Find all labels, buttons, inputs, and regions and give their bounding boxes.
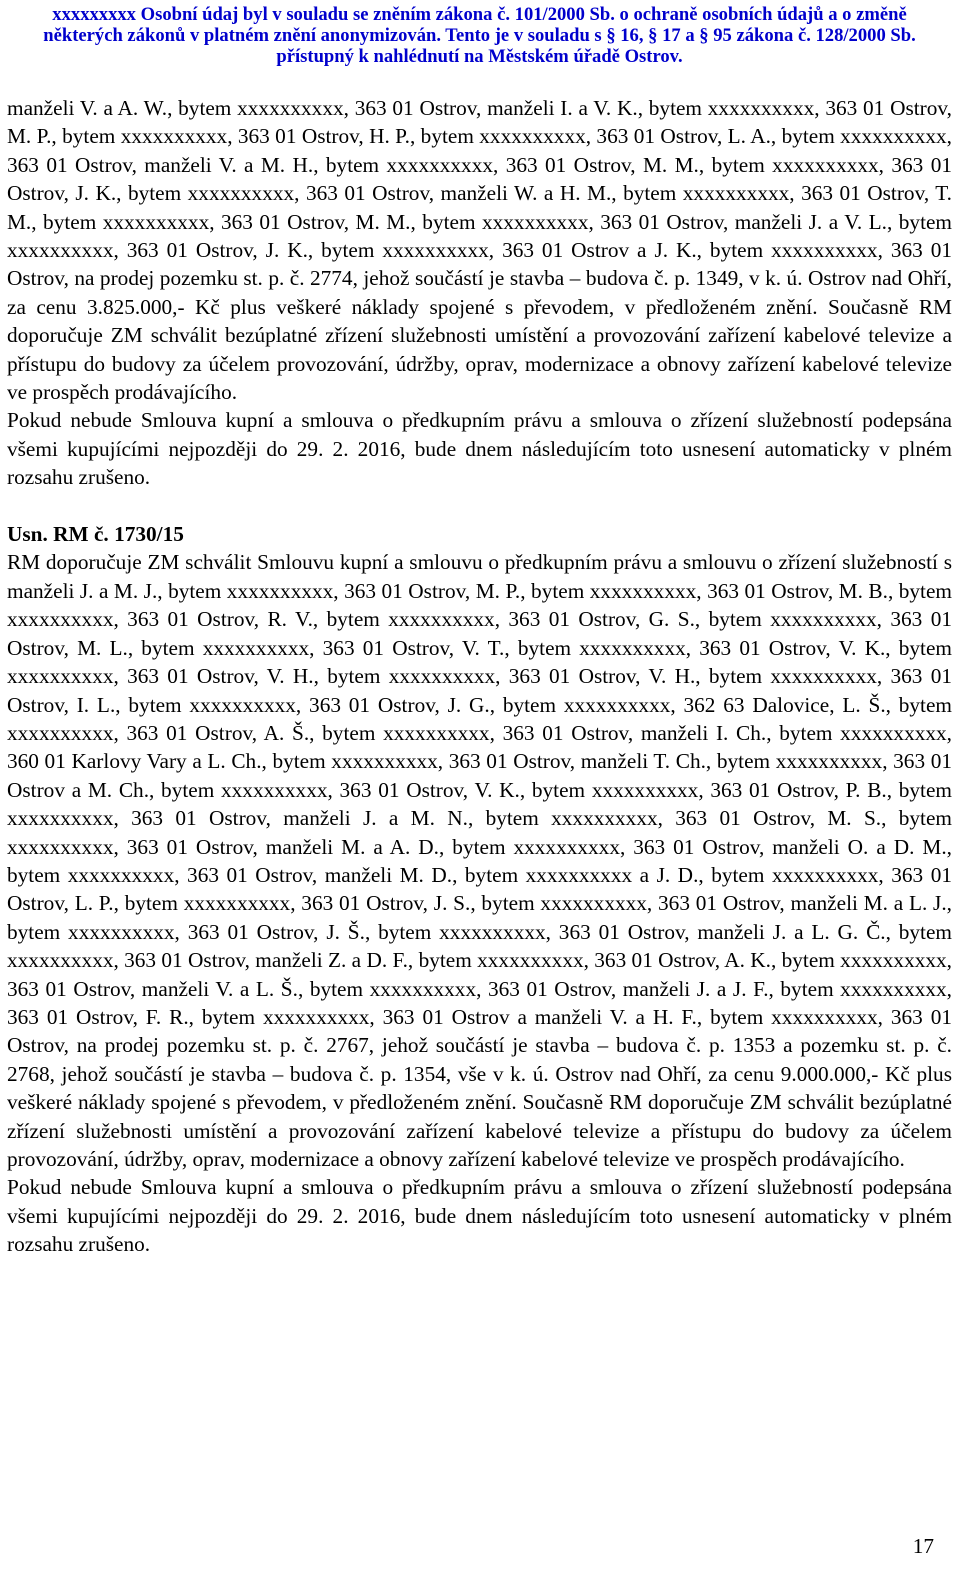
spacer [7, 492, 952, 520]
page-number: 17 [912, 1534, 934, 1558]
notice-line-3: přístupný k nahlédnutí na Městském úřadě Ostrov. [276, 46, 683, 67]
paragraph-condition-1: Pokud nebude Smlouva kupní a smlouva o předkupním právu a smlouva o zřízení služebností podepsána všemi kupujícími nejpozději do 29. 2. 2016, bude dnem následujícím toto usnesení automaticky v plném rozsahu zrušeno. [7, 408, 952, 490]
paragraph-condition-2: Pokud nebude Smlouva kupní a smlouva o předkupním právu a smlouva o zřízení služebností podepsána všemi kupujícími nejpozději do 29. 2. 2016, bude dnem následujícím toto usnesení automaticky v plném rozsahu zrušeno. [7, 1175, 952, 1257]
document-body [7, 94, 952, 1259]
notice-line-1: xxxxxxxxx Osobní údaj byl v souladu se zněním zákona č. 101/2000 Sb. o ochraně osobních údajů a o změně [52, 4, 907, 25]
resolution-heading: Usn. RM č. 1730/15 [7, 522, 184, 547]
paragraph-sale-2: RM doporučuje ZM schválit Smlouvu kupní a smlouvu o předkupním právu a smlouvu o zřízení služebností s manželi J. a M. J., bytem xxxxxxxxxx, 363 01 Ostrov, M. P., bytem xxxxxxxxxx, 363 01 Ostrov, M. B., bytem xxxxxxxxxx, 363 01 Ostrov, R. V., bytem xxxxxxxxxx, 363 01 Ostrov, G. S., bytem xxxxxxxxxx, 363 01 Ostrov, M. L., bytem xxxxxxxxxx, 363 01 Ostrov, V. T., bytem xxxxxxxxxx, 363 01 Ostrov, V. K., bytem xxxxxxxxxx, 363 01 Ostrov, V. H., bytem xxxxxxxxxx, 363 01 Ostrov, V. H., bytem xxxxxxxxxx, 363 01 Ostrov, I. L., bytem xxxxxxxxxx, 363 01 Ostrov, J. G., bytem xxxxxxxxxx, 362 63 Dalovice, L. Š., bytem xxxxxxxxxx, 363 01 Ostrov, A. Š., bytem xxxxxxxxxx, 363 01 Ostrov, manželi I. Ch., bytem xxxxxxxxxx, 360 01 Karlovy Vary a L. Ch., bytem xxxxxxxxxx, 363 01 Ostrov, manželi T. Ch., bytem xxxxxxxxxx, 363 01 Ostrov a M. Ch., bytem xxxxxxxxxx, 363 01 Ostrov, V. K., bytem xxxxxxxxxx, 363 01 Ostrov, P. B., bytem xxxxxxxxxx, 363 01 Ostrov, manželi J. a M. N., bytem xxxxxxxxxx, 363 01 Ostrov, M. S., bytem xxxxxxxxxx, 363 01 Ostrov, manželi M. a A. D., bytem xxxxxxxxxx, 363 01 Ostrov, manželi O. a D. M., bytem xxxxxxxxxx, 363 01 Ostrov, manželi M. D., bytem xxxxxxxxxx a J. D., bytem xxxxxxxxxx, 363 01 Ostrov, L. P., bytem xxxxxxxxxx, 363 01 Ostrov, J. S., bytem xxxxxxxxxx, 363 01 Ostrov, manželi M. a L. J., bytem xxxxxxxxxx, 363 01 Ostrov, J. Š., bytem xxxxxxxxxx, 363 01 Ostrov, manželi J. a L. G. Č., bytem xxxxxxxxxx, 363 01 Ostrov, manželi Z. a D. F., bytem xxxxxxxxxx, 363 01 Ostrov, A. K., bytem xxxxxxxxxx, 363 01 Ostrov, manželi V. a L. Š., bytem xxxxxxxxxx, 363 01 Ostrov, manželi J. a J. F., bytem xxxxxxxxxx, 363 01 Ostrov, F. R., bytem xxxxxxxxxx, 363 01 Ostrov a manželi V. a H. F., bytem xxxxxxxxxx, 363 01 Ostrov, na prodej pozemku st. p. č. 2767, jehož součástí je stavba – budova č. p. 1353 a pozemku st. p. č. 2768, jehož součástí je stavba – budova č. p. 1354, vše v k. ú. Ostrov nad Ohří, za cenu 9.000.000,- Kč plus veškeré náklady spojené s převodem, v předloženém znění. Současně RM doporučuje ZM schválit bezúplatné zřízení služebnosti umístění a provozování zařízení kabelové televize a přístupu do budovy za účelem provozování, údržby, oprav, modernizace a obnovy zařízení kabelové televize ve prospěch prodávajícího. [7, 550, 952, 1172]
notice-line-2: některých zákonů v platném znění anonymizován. Tento je v souladu s § 16, § 17 a § 95 zákona č. 128/2000 Sb. [43, 25, 916, 46]
paragraph-sale-1: manželi V. a A. W., bytem xxxxxxxxxx, 363 01 Ostrov, manželi I. a V. K., bytem xxxxxxxxxx, 363 01 Ostrov, M. P., bytem xxxxxxxxxx, 363 01 Ostrov, H. P., bytem xxxxxxxxxx, 363 01 Ostrov, L. A., bytem xxxxxxxxxx, 363 01 Ostrov, manželi V. a M. H., bytem xxxxxxxxxx, 363 01 Ostrov, M. M., bytem xxxxxxxxxx, 363 01 Ostrov, J. K., bytem xxxxxxxxxx, 363 01 Ostrov, manželi W. a H. M., bytem xxxxxxxxxx, 363 01 Ostrov, T. M., bytem xxxxxxxxxx, 363 01 Ostrov, M. M., bytem xxxxxxxxxx, 363 01 Ostrov, manželi J. a V. L., bytem xxxxxxxxxx, 363 01 Ostrov, J. K., bytem xxxxxxxxxx, 363 01 Ostrov a J. K., bytem xxxxxxxxxx, 363 01 Ostrov, na prodej pozemku st. p. č. 2774, jehož součástí je stavba – budova č. p. 1349, v k. ú. Ostrov nad Ohří, za cenu 3.825.000,- Kč plus veškeré náklady spojené s převodem, v předloženém znění. Současně RM doporučuje ZM schválit bezúplatné zřízení služebnosti umístění a provozování zařízení kabelové televize a přístupu do budovy za účelem provozování, údržby, oprav, modernizace a obnovy zařízení kabelové televize ve prospěch prodávajícího. [7, 96, 952, 405]
anonymization-notice [7, 4, 952, 67]
document-page [7, 0, 952, 1585]
